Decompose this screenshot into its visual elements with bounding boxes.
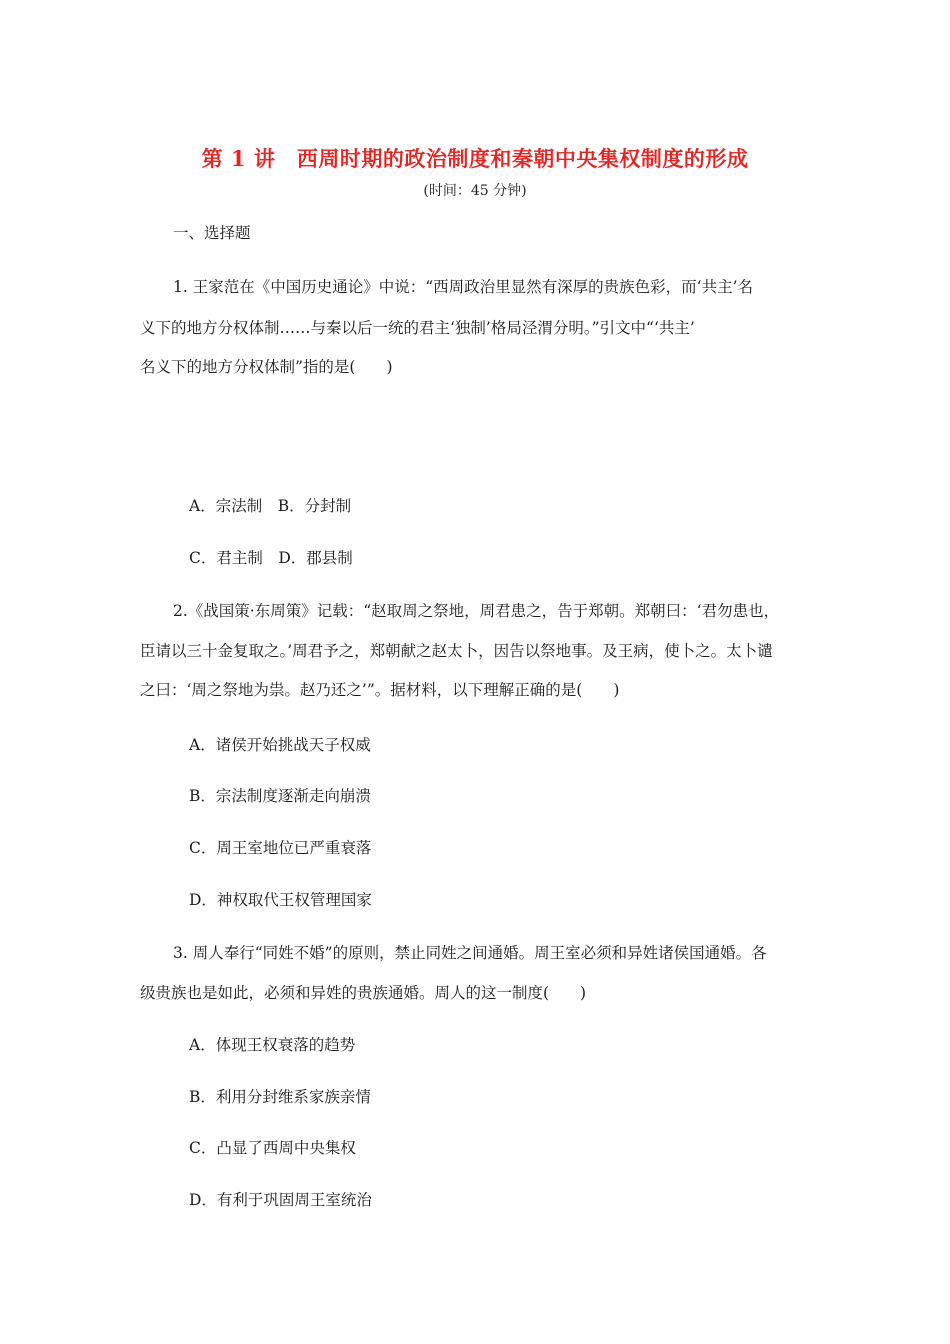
question-1-line-3: 名义下的地方分权体制”指的是( ) [140,358,393,376]
question-2-line-3: 之曰：‘周之祭地为祟。赵乃还之’”。据材料，以下理解正确的是( ) [140,681,620,699]
question-1-line-1: 1. 王家范在《中国历史通论》中说：“西周政治里显然有深厚的贵族色彩，而‘共主’名 [173,278,753,296]
question-3-option-d: D．有利于巩固周王室统治 [189,1191,372,1209]
question-2-option-d: D．神权取代王权管理国家 [189,891,372,909]
question-3-option-c: C．凸显了西周中央集权 [189,1139,356,1157]
question-3-option-b: B．利用分封维系家族亲情 [189,1088,371,1106]
question-1-options-ab: A．宗法制 B．分封制 [189,497,352,515]
question-2-line-2: 臣请以三十金复取之。’周君予之，郑朝献之赵太卜，因告以祭地事。及王病，使卜之。太卜谴 [140,642,773,660]
question-2-option-b: B．宗法制度逐渐走向崩溃 [189,787,371,805]
section-heading: 一、选择题 [173,224,251,242]
question-2-option-a: A．诸侯开始挑战天子权威 [189,736,371,754]
question-1-line-2: 义下的地方分权体制……与秦以后一统的君主‘独制’格局泾渭分明。”引文中“‘共主’ [140,319,695,337]
question-2-line-1: 2.《战国策·东周策》记载：“赵取周之祭地，周君患之，告于郑朝。郑朝曰：‘君勿患也， [173,602,780,620]
time-limit: (时间：45 分钟) [423,183,527,199]
question-1-options-cd: C．君主制 D．郡县制 [189,549,353,567]
question-2-option-c: C．周王室地位已严重衰落 [189,839,372,857]
question-3-line-2: 级贵族也是如此，必须和异姓的贵族通婚。周人的这一制度( ) [140,984,587,1002]
question-3-line-1: 3. 周人奉行“同姓不婚”的原则，禁止同姓之间通婚。周王室必须和异姓诸侯国通婚。各 [173,944,767,962]
page-title: 第 1 讲 西周时期的政治制度和秦朝中央集权制度的形成 [201,146,749,171]
question-3-option-a: A．体现王权衰落的趋势 [189,1036,356,1054]
